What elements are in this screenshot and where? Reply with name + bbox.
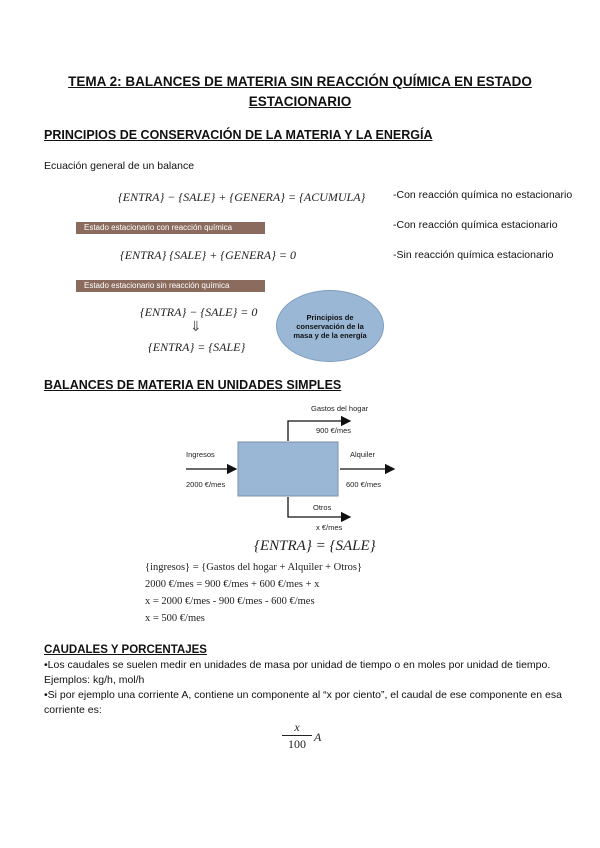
section-heading-caudales: CAUDALES Y PORCENTAJES (44, 644, 207, 656)
note-3: -Sin reacción química estacionario (393, 249, 554, 261)
note-1: -Con reacción química no estacionario (393, 189, 573, 201)
banner-stationary-no-reaction: Estado estacionario sin reacción química (76, 280, 265, 292)
page-title: TEMA 2: BALANCES DE MATERIA SIN REACCIÓN QUÍMICA EN ESTADO ESTACIONARIO (68, 74, 532, 109)
fraction-denominator: 100 (288, 737, 306, 751)
label-alquiler: Alquiler (350, 450, 376, 459)
equation-stationary-reaction: {ENTRA} {SALE} + {GENERA} = 0 (120, 248, 296, 262)
note-2: -Con reacción química estacionario (393, 219, 558, 231)
fraction-variable: A (314, 730, 322, 744)
calc-line-1: {ingresos} = {Gastos del hogar + Alquiler + Otros} (145, 562, 362, 573)
balance-intro: Ecuación general de un balance (44, 160, 195, 172)
calc-line-3: x = 2000 €/mes - 900 €/mes - 600 €/mes (145, 596, 315, 607)
equation-general: {ENTRA} − {SALE} + {GENERA} = {ACUMULA} (118, 190, 366, 204)
equation-result: {ENTRA} = {SALE} (148, 340, 246, 354)
section-heading-principios: PRINCIPIOS DE CONSERVACIÓN DE LA MATERIA Y LA ENERGÍA (44, 128, 433, 142)
equation-no-reaction: {ENTRA} − {SALE} = 0 (140, 305, 258, 319)
banner-stationary-reaction: Estado estacionario con reacción química (76, 222, 265, 234)
ellipse-label: Principios de conservación de la masa y de la energía (293, 312, 367, 340)
label-ingresos: Ingresos (186, 450, 215, 459)
section-heading-balances: BALANCES DE MATERIA EN UNIDADES SIMPLES (44, 378, 342, 392)
value-otros: x €/mes (316, 523, 343, 532)
bullet-1: •Los caudales se suelen medir en unidades de masa por unidad de tiempo o en moles por unidad de tiempo. Ejemplos: kg/h, mol/h (44, 659, 551, 686)
value-alquiler: 600 €/mes (346, 480, 382, 489)
label-gastos: Gastos del hogar (311, 404, 369, 413)
fraction-numerator: x (282, 720, 312, 736)
value-ingresos: 2000 €/mes (186, 480, 226, 489)
value-gastos: 900 €/mes (316, 426, 352, 435)
calc-line-4: x = 500 €/mes (145, 613, 205, 624)
bullet-2: •Si por ejemplo una corriente A, contiene un componente al “x por ciento”, el caudal de ese componente en esa corriente es: (44, 689, 562, 716)
equation-main: {ENTRA} = {SALE} (254, 538, 376, 554)
fraction (282, 720, 312, 752)
label-otros: Otros (313, 503, 332, 512)
down-arrow-icon: ⇓ (190, 318, 202, 334)
calc-line-2: 2000 €/mes = 900 €/mes + 600 €/mes + x (145, 579, 320, 590)
process-box (238, 442, 338, 496)
